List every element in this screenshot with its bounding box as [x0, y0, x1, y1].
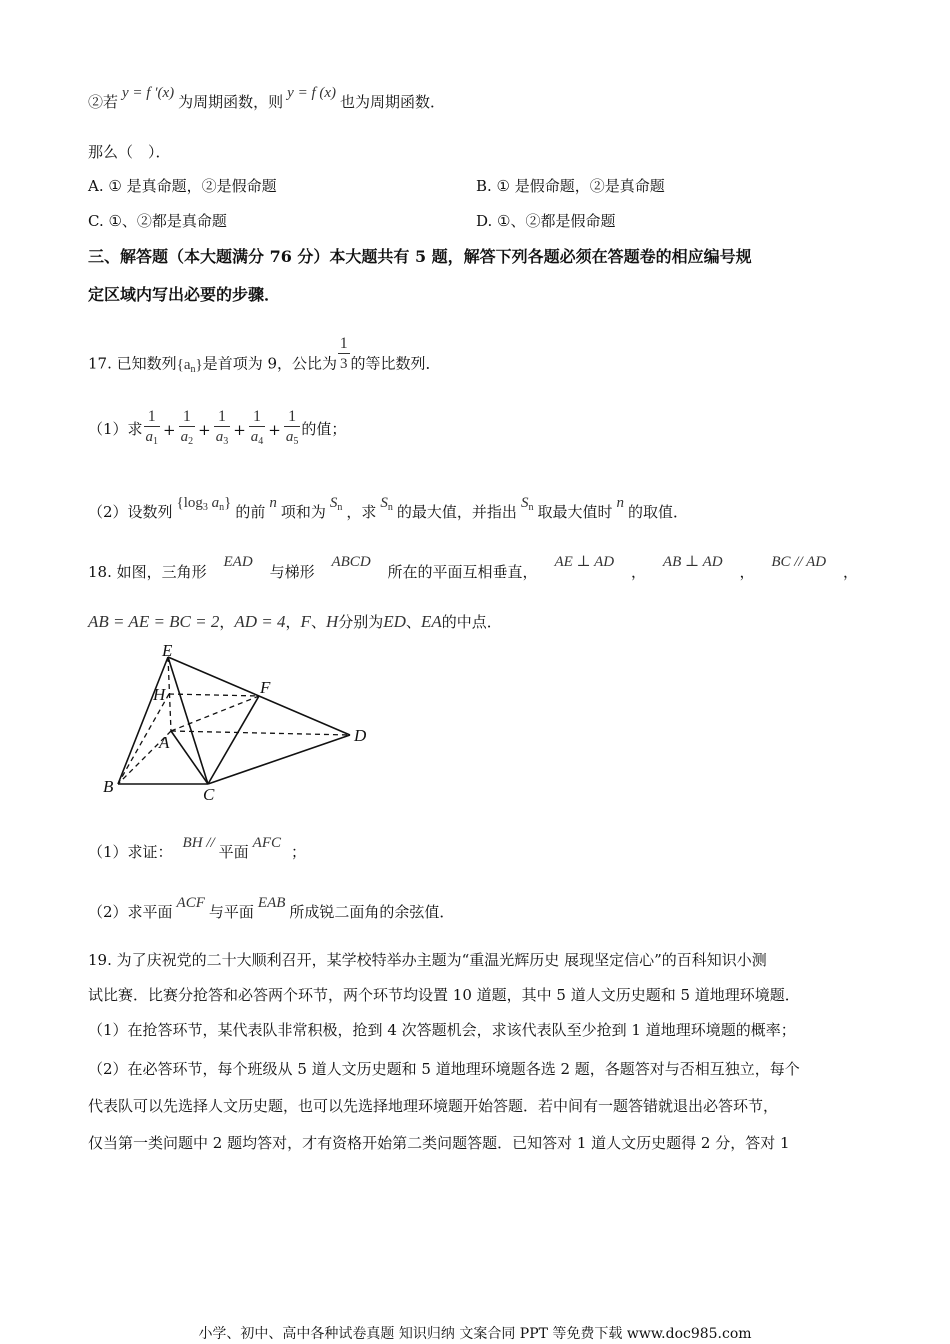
frac-a: a — [250, 429, 259, 445]
q16-item2-prefix: ②若 — [88, 93, 119, 111]
label-C: C — [203, 785, 215, 804]
plus-sign: + — [163, 421, 176, 439]
q18-p2-text: 所成锐二面角的余弦值． — [289, 903, 455, 921]
frac-sub: 1 — [153, 436, 159, 447]
frac-sub: 2 — [188, 436, 194, 447]
S-sub: n — [337, 502, 343, 513]
section3-header-line2: 定区域内写出必要的步骤． — [88, 285, 281, 304]
log-open: {log — [176, 495, 203, 511]
log-seq — [177, 495, 232, 511]
S: S — [329, 495, 338, 511]
ratio-fraction — [338, 335, 350, 374]
q17-p2-a: 的前 — [235, 503, 266, 521]
q18-part2 — [88, 895, 455, 923]
q17-stem — [88, 335, 441, 375]
page-footer: 小学、初中、高中各种试卷真题 知识归纳 文案合同 PPT 等免费下载 www.doc985.com — [198, 1326, 752, 1342]
S-sub: n — [528, 502, 534, 513]
frac-a4 — [249, 408, 266, 452]
frac-a: a — [285, 429, 294, 445]
math-Sn — [330, 495, 343, 511]
math-equalities: AB = AE = BC = 2 — [88, 612, 220, 631]
q18-p1-text: ； — [291, 843, 307, 861]
math-EA: EA — [420, 612, 442, 631]
label-H: H — [153, 685, 166, 704]
q17-p1-prefix: （1）求 — [88, 420, 143, 438]
q18-text: 与梯形 — [269, 563, 315, 581]
q17-p2-c: ，求 — [346, 503, 377, 521]
q16-item2 — [88, 85, 446, 113]
math-n: n — [269, 495, 277, 511]
math-BH-parallel: BH // — [182, 835, 215, 851]
math-BC-parallel-AD: BC // AD — [771, 554, 827, 570]
q17-p2-b: 项和为 — [280, 503, 326, 521]
q18-text: 所在的平面互相垂直， — [387, 563, 538, 581]
q17-p2-f: 的取值． — [627, 503, 688, 521]
q17-part2 — [88, 495, 688, 528]
q16-option-c: C. ①、②都是真命题 — [88, 212, 227, 230]
math-ACF: ACF — [176, 895, 205, 911]
frac-num: 1 — [253, 408, 262, 425]
label-B: B — [103, 777, 114, 796]
q19-line: 19. 为了庆祝党的二十大顺利召开，某学校特举办主题为“重温光辉历史 展现坚定信心”的百科知识小测 — [88, 951, 767, 969]
frac-a: a — [180, 429, 189, 445]
math-AE-perp-AD: AE ⊥ AD — [554, 554, 615, 570]
math-Sn — [380, 495, 393, 511]
ratio-den: 3 — [338, 353, 350, 374]
frac-a: a — [145, 429, 154, 445]
q16-item2-suffix: 也为周期函数． — [340, 93, 446, 111]
section3-header-line1: 三、解答题（本大题满分 76 分）本大题共有 5 题，解答下列各题必须在答题卷的相应编号规 — [88, 247, 752, 266]
math-n: n — [616, 495, 624, 511]
q19-line: （2）在必答环节，每个班级从 5 道人文历史题和 5 道地理环境题各选 2 题，各题答对与否相互独立，每个 — [88, 1060, 800, 1078]
log-sub: n — [219, 502, 225, 513]
log-arg: a — [207, 495, 220, 511]
q17-stem-b: 是首项为 9，公比为 — [202, 354, 337, 373]
S: S — [380, 495, 388, 511]
q18-text: ， — [842, 563, 858, 581]
q18-line2 — [88, 612, 502, 632]
frac-num: 1 — [217, 408, 226, 425]
plus-sign: + — [233, 421, 246, 439]
q16-option-a: A. ① 是真命题，②是假命题 — [88, 177, 277, 195]
q19-line: （1）在抢答环节，某代表队非常积极，抢到 4 次答题机会，求该代表队至少抢到 1 道地理环境题的概率； — [88, 1021, 796, 1039]
q18-text: 18. 如图，三角形 — [88, 563, 207, 581]
q18-text: 、 — [405, 613, 421, 631]
frac-num: 1 — [147, 408, 156, 425]
q17-p1-suffix: 的值； — [301, 420, 347, 438]
q18-p2-text: （2）求平面 — [88, 903, 173, 921]
math-y-f: y = f (x) — [287, 85, 337, 101]
q18-text: ， — [739, 563, 755, 581]
q17-p2-d: 的最大值，并指出 — [396, 503, 517, 521]
q18-text: 的中点． — [441, 613, 502, 631]
q16-option-b: B. ① 是假命题，②是真命题 — [476, 177, 665, 195]
frac-a2 — [179, 408, 196, 452]
math-y-fprime: y = f ′(x) — [122, 85, 175, 101]
q18-text: ， — [631, 563, 647, 581]
ratio-num: 1 — [339, 335, 348, 352]
label-F: F — [260, 678, 271, 697]
plus-sign: + — [268, 421, 281, 439]
frac-a3 — [214, 408, 231, 452]
seq-close: } — [195, 356, 203, 373]
frac-sub: 4 — [258, 436, 264, 447]
frac-a5 — [284, 408, 301, 452]
q19-line: 试比赛．比赛分抢答和必答两个环节，两个环节均设置 10 道题，其中 5 道人文历史题和 5 道地理环境题． — [88, 986, 800, 1004]
label-E: E — [162, 641, 173, 660]
label-D: D — [354, 726, 367, 745]
q19-line: 仅当第一类问题中 2 题均答对，才有资格开始第二类问题答题．已知答对 1 道人文历史题得 2 分，答对 1 — [88, 1134, 790, 1152]
frac-sub: 5 — [293, 436, 299, 447]
geometry-figure — [95, 640, 385, 810]
math-Sn — [521, 495, 534, 511]
frac-num: 1 — [288, 408, 297, 425]
seq-sub: n — [190, 363, 196, 375]
q16-item2-mid: 为周期函数，则 — [178, 93, 284, 111]
log-close: } — [224, 495, 232, 511]
q17-stem-c: 的等比数列． — [350, 354, 441, 373]
q17-stem-a: 17. 已知数列 — [88, 354, 177, 373]
math-AB-perp-AD: AB ⊥ AD — [662, 554, 723, 570]
frac-num: 1 — [182, 408, 191, 425]
S: S — [520, 495, 529, 511]
math-AD-4: AD = 4 — [234, 612, 286, 631]
q19-line: 代表队可以先选择人文历史题，也可以先选择地理环境题开始答题．若中间有一题答错就退出必答环节， — [88, 1097, 779, 1115]
q18-p2-text: 与平面 — [208, 903, 254, 921]
frac-sub: 3 — [223, 436, 229, 447]
math-F: F — [300, 612, 311, 631]
q17-p2-prefix: （2）设数列 — [88, 503, 173, 521]
S-sub: n — [387, 502, 393, 513]
math-AFC: AFC — [252, 835, 281, 851]
q18-p1-text: （1）求证： — [88, 843, 173, 861]
label-A: A — [159, 733, 170, 752]
frac-a1 — [144, 408, 161, 452]
plus-sign: + — [198, 421, 211, 439]
math-ABCD: ABCD — [331, 554, 371, 570]
math-H: H — [325, 612, 339, 631]
q17-p2-e: 取最大值时 — [537, 503, 613, 521]
q18-text: 分别为 — [338, 613, 384, 631]
math-EAB: EAB — [257, 895, 286, 911]
q18-part1 — [88, 835, 307, 863]
seq-an — [177, 357, 203, 373]
math-EAD: EAD — [223, 554, 253, 570]
q18-text: 、 — [310, 613, 326, 631]
math-ED: ED — [383, 612, 406, 631]
q18-text: ， — [219, 613, 235, 631]
q17-part1 — [88, 402, 346, 456]
log-base: 3 — [202, 502, 208, 513]
frac-a: a — [215, 429, 224, 445]
q18-p1-text: 平面 — [218, 843, 249, 861]
q18-text: ， — [285, 613, 301, 631]
q16-option-d: D. ①、②都是假命题 — [476, 212, 616, 230]
q18-line1 — [88, 554, 858, 582]
seq-open: {a — [176, 356, 191, 373]
q16-prompt: 那么（ ）． — [88, 143, 171, 161]
